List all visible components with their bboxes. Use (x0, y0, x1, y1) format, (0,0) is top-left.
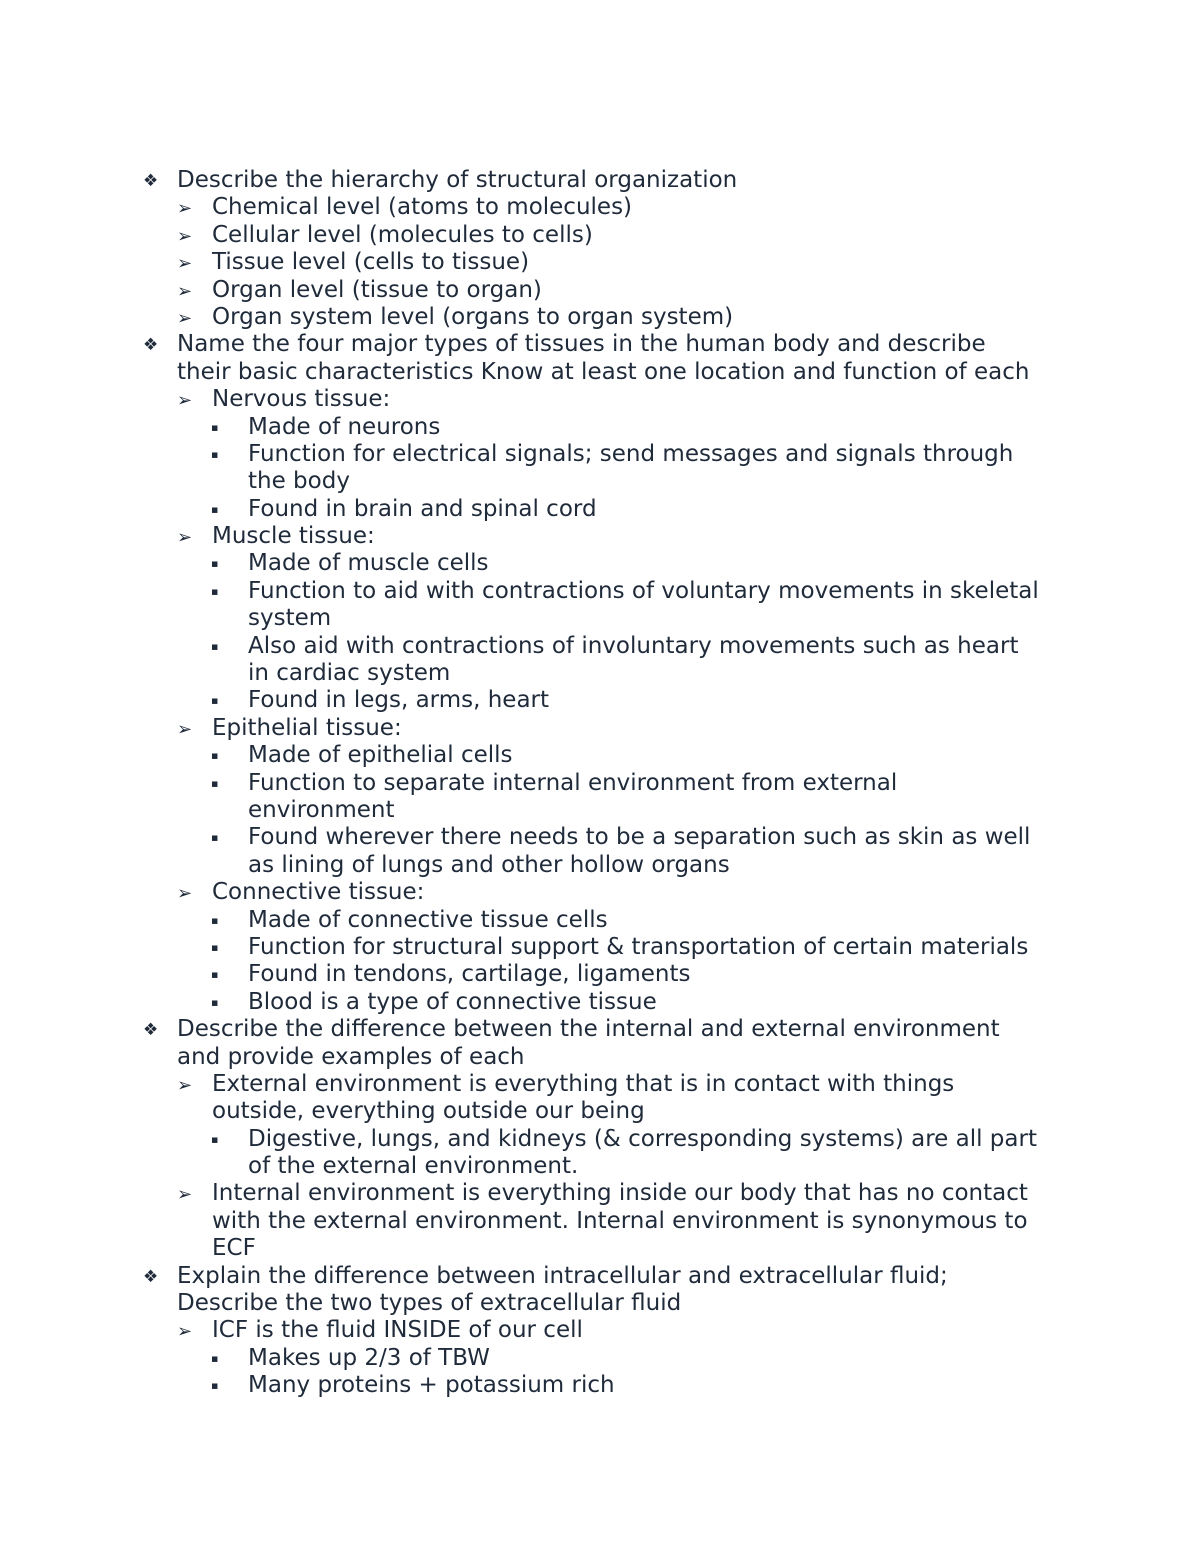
list-item-line (0, 414, 1200, 441)
list-item-text: Many proteins + potassium rich (248, 1372, 615, 1399)
list-item-line (0, 523, 1200, 550)
list-item-text: Made of epithelial cells (248, 742, 513, 769)
list-item-text: as lining of lungs and other hollow organs (248, 851, 730, 878)
list-item-text: in cardiac system (248, 660, 451, 687)
list-item-text: External environment is everything that is in contact with things (212, 1070, 955, 1097)
square-bullet-icon: ▪ (211, 940, 219, 954)
list-item (0, 687, 1200, 714)
list-item-line (0, 1016, 1200, 1043)
list-item (0, 277, 1200, 304)
list-item (0, 331, 1200, 386)
list-item (0, 441, 1200, 496)
list-item (0, 742, 1200, 769)
list-item (0, 1180, 1200, 1262)
list-item-text: Chemical level (atoms to molecules) (212, 194, 633, 221)
list-item (0, 824, 1200, 879)
list-item-text: Makes up 2/3 of TBW (248, 1344, 490, 1371)
list-item-line (0, 961, 1200, 988)
list-item-line (0, 852, 1200, 879)
square-bullet-icon: ▪ (211, 831, 219, 845)
arrow-bullet-icon: ➢ (177, 280, 193, 302)
square-bullet-icon: ▪ (211, 749, 219, 763)
square-bullet-icon: ▪ (211, 639, 219, 653)
list-item (0, 1345, 1200, 1372)
list-item-text: outside, everything outside our being (212, 1098, 645, 1125)
diamond-bullet-icon: ❖ (143, 335, 159, 356)
list-item-line (0, 934, 1200, 961)
list-item (0, 715, 1200, 742)
list-item (0, 249, 1200, 276)
list-item-text: and provide examples of each (177, 1043, 525, 1070)
list-item-text: Also aid with contractions of involuntary movements such as heart (248, 632, 1019, 659)
list-item-line (0, 1290, 1200, 1317)
list-item-text: Function for electrical signals; send messages and signals through (248, 440, 1014, 467)
list-item-line (0, 1345, 1200, 1372)
list-item-line (0, 1044, 1200, 1071)
list-item-text: ICF is the fluid INSIDE of our cell (212, 1317, 583, 1344)
list-item-text: Organ system level (organs to organ system) (212, 303, 734, 330)
list-item-text: system (248, 605, 332, 632)
arrow-bullet-icon: ➢ (177, 253, 193, 275)
list-item-line (0, 633, 1200, 660)
square-bullet-icon: ▪ (211, 557, 219, 571)
list-item (0, 1126, 1200, 1181)
square-bullet-icon: ▪ (211, 420, 219, 434)
list-item-text: environment (248, 796, 395, 823)
list-item-line (0, 1317, 1200, 1344)
list-item (0, 523, 1200, 550)
list-item-text: Made of neurons (248, 413, 441, 440)
list-item-line (0, 989, 1200, 1016)
list-item-line (0, 824, 1200, 851)
square-bullet-icon: ▪ (211, 447, 219, 461)
arrow-bullet-icon: ➢ (177, 1074, 193, 1096)
list-item (0, 1372, 1200, 1399)
square-bullet-icon: ▪ (211, 502, 219, 516)
list-item (0, 304, 1200, 331)
list-item (0, 934, 1200, 961)
list-item-line (0, 605, 1200, 632)
diamond-bullet-icon: ❖ (143, 1266, 159, 1287)
list-item-line (0, 1153, 1200, 1180)
list-item (0, 1071, 1200, 1126)
list-item-line (0, 1126, 1200, 1153)
list-item-line (0, 249, 1200, 276)
list-item (0, 386, 1200, 413)
list-item-text: Blood is a type of connective tissue (248, 988, 657, 1015)
list-item (0, 414, 1200, 441)
square-bullet-icon: ▪ (211, 776, 219, 790)
arrow-bullet-icon: ➢ (177, 527, 193, 549)
arrow-bullet-icon: ➢ (177, 1321, 193, 1343)
list-item-text: with the external environment. Internal environment is synonymous to (212, 1207, 1028, 1234)
list-item-text: Tissue level (cells to tissue) (212, 249, 530, 276)
list-item-line (0, 578, 1200, 605)
list-item-text: Made of connective tissue cells (248, 906, 608, 933)
list-item (0, 961, 1200, 988)
list-item (0, 770, 1200, 825)
list-item-text: Epithelial tissue: (212, 714, 402, 741)
arrow-bullet-icon: ➢ (177, 198, 193, 220)
square-bullet-icon: ▪ (211, 995, 219, 1009)
list-item-line (0, 1235, 1200, 1262)
list-item-line (0, 687, 1200, 714)
square-bullet-icon: ▪ (211, 1379, 219, 1393)
arrow-bullet-icon: ➢ (177, 1184, 193, 1206)
list-item (0, 550, 1200, 577)
list-item-line (0, 359, 1200, 386)
list-item (0, 633, 1200, 688)
list-item-text: Nervous tissue: (212, 386, 391, 413)
list-item-text: Describe the difference between the internal and external environment (177, 1016, 1000, 1043)
list-item-text: ECF (212, 1235, 256, 1262)
square-bullet-icon: ▪ (211, 1132, 219, 1146)
list-item-line (0, 277, 1200, 304)
list-item-text: Describe the hierarchy of structural organization (177, 167, 738, 193)
list-item-text: Connective tissue: (212, 879, 425, 906)
list-item-line (0, 879, 1200, 906)
list-item-line (0, 331, 1200, 358)
list-item-line (0, 468, 1200, 495)
list-item-text: Cellular level (molecules to cells) (212, 221, 593, 248)
list-item-text: Name the four major types of tissues in the human body and describe (177, 331, 986, 358)
list-item-text: Explain the difference between intracellular and extracellular fluid; (177, 1262, 948, 1289)
list-item (0, 222, 1200, 249)
list-item (0, 1317, 1200, 1344)
list-item-text: the body (248, 468, 350, 495)
list-item-line (0, 1071, 1200, 1098)
list-item-text: Found in legs, arms, heart (248, 687, 550, 714)
list-item-text: Internal environment is everything inside our body that has no contact (212, 1180, 1028, 1207)
list-item (0, 496, 1200, 523)
list-item-line (0, 1098, 1200, 1125)
list-item-text: Function for structural support & transportation of certain materials (248, 933, 1029, 960)
square-bullet-icon: ▪ (211, 913, 219, 927)
list-item-text: Made of muscle cells (248, 550, 489, 577)
document-page (0, 167, 1200, 1400)
arrow-bullet-icon: ➢ (177, 718, 193, 740)
arrow-bullet-icon: ➢ (177, 390, 193, 412)
list-item-line (0, 222, 1200, 249)
list-item-line (0, 441, 1200, 468)
list-item (0, 194, 1200, 221)
list-item-line (0, 1372, 1200, 1399)
arrow-bullet-icon: ➢ (177, 883, 193, 905)
list-item-line (0, 1263, 1200, 1290)
list-item-line (0, 167, 1200, 194)
list-item-line (0, 770, 1200, 797)
square-bullet-icon: ▪ (211, 968, 219, 982)
square-bullet-icon: ▪ (211, 694, 219, 708)
list-item-line (0, 496, 1200, 523)
list-item-text: Organ level (tissue to organ) (212, 276, 542, 303)
list-item (0, 879, 1200, 906)
list-item-line (0, 194, 1200, 221)
list-item (0, 989, 1200, 1016)
list-item-text: Found wherever there needs to be a separation such as skin as well (248, 824, 1031, 851)
square-bullet-icon: ▪ (211, 584, 219, 598)
list-item-line (0, 1208, 1200, 1235)
arrow-bullet-icon: ➢ (177, 307, 193, 329)
list-item-text: Muscle tissue: (212, 523, 375, 550)
list-item-text: Function to aid with contractions of voluntary movements in skeletal (248, 577, 1039, 604)
list-item (0, 1016, 1200, 1071)
list-item-line (0, 715, 1200, 742)
list-item-line (0, 1180, 1200, 1207)
diamond-bullet-icon: ❖ (143, 171, 159, 191)
list-item (0, 907, 1200, 934)
arrow-bullet-icon: ➢ (177, 225, 193, 247)
list-item-text: their basic characteristics Know at least one location and function of each (177, 358, 1030, 385)
list-item-text: Found in brain and spinal cord (248, 495, 597, 522)
list-item-text: of the external environment. (248, 1153, 579, 1180)
diamond-bullet-icon: ❖ (143, 1020, 159, 1041)
list-item-line (0, 660, 1200, 687)
list-item-line (0, 386, 1200, 413)
list-item-text: Function to separate internal environment from external (248, 769, 898, 796)
square-bullet-icon: ▪ (211, 1351, 219, 1365)
list-item (0, 1263, 1200, 1318)
list-item-text: Digestive, lungs, and kidneys (& corresponding systems) are all part (248, 1125, 1037, 1152)
list-item (0, 167, 1200, 194)
list-item-line (0, 742, 1200, 769)
list-item-line (0, 550, 1200, 577)
list-item-text: Found in tendons, cartilage, ligaments (248, 961, 691, 988)
list-item-line (0, 907, 1200, 934)
list-item-line (0, 797, 1200, 824)
list-item (0, 578, 1200, 633)
list-item-text: Describe the two types of extracellular fluid (177, 1290, 682, 1317)
list-item-line (0, 304, 1200, 331)
